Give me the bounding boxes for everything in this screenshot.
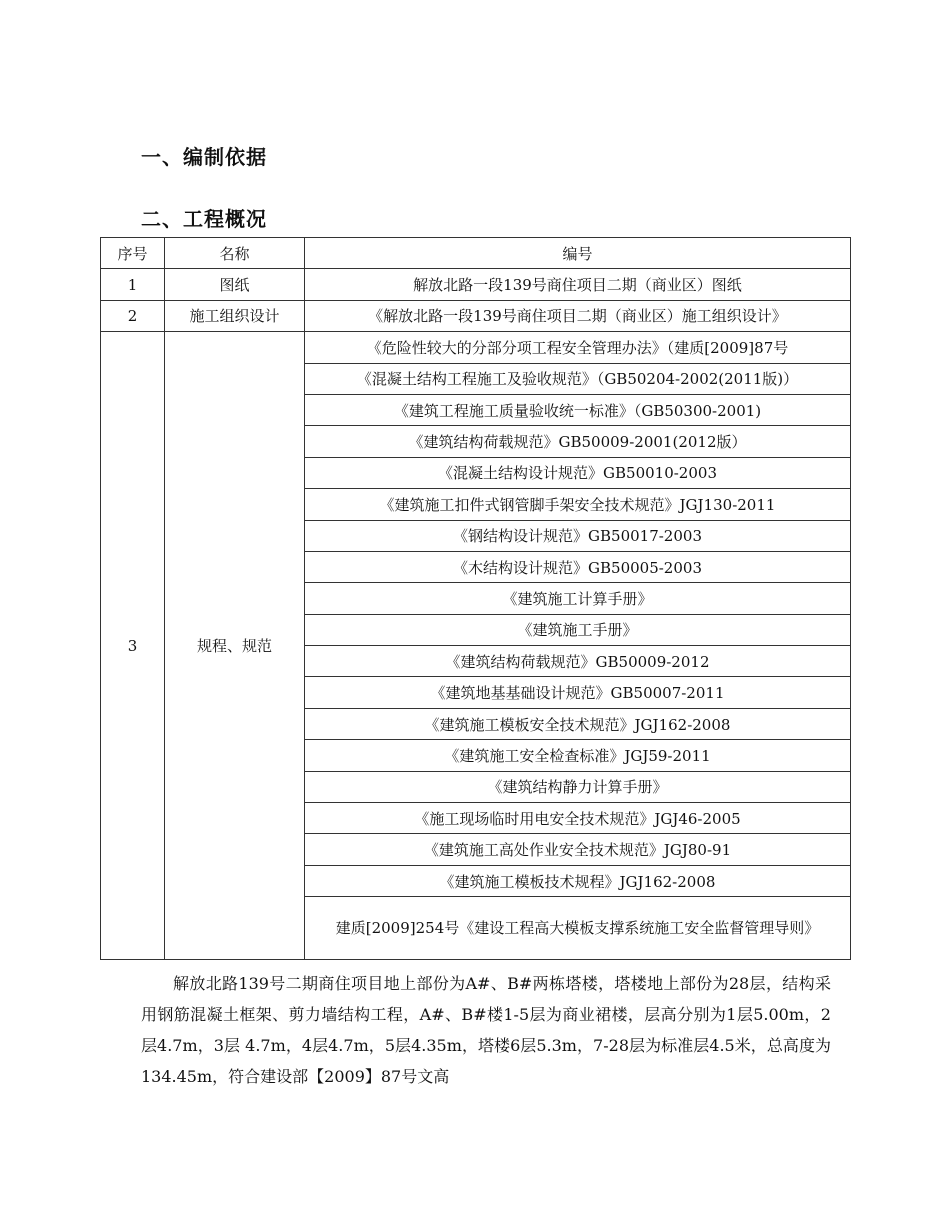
- cell-code: 《建筑施工扣件式钢管脚手架安全技术规范》JGJ130-2011: [305, 489, 851, 520]
- cell-code: 《木结构设计规范》GB50005-2003: [305, 551, 851, 582]
- cell-name: 图纸: [165, 269, 305, 300]
- cell-code: 《建筑施工模板技术规程》JGJ162-2008: [305, 865, 851, 896]
- overview-paragraph: 解放北路139号二期商住项目地上部份为A#、B#两栋塔楼，塔楼地上部份为28层，结构采用钢筋混凝土框架、剪力墙结构工程，A#、B#楼1-5层为商业裙楼，层高分别为1层5.00m，2层4.7m，3层 4.7m，4层4.7m，5层4.35m，塔楼6层5.3m，7-28层为标准层4.5米，总高度为134.45m，符合建设部【2009】87号文高: [141, 974, 831, 1086]
- cell-code: 《危险性较大的分部分项工程安全管理办法》（建质[2009]87号: [305, 332, 851, 363]
- cell-code: 解放北路一段139号商住项目二期（商业区）图纸: [305, 269, 851, 300]
- cell-code: 《建筑工程施工质量验收统一标准》（GB50300-2001): [305, 394, 851, 425]
- cell-code: 建质[2009]254号《建设工程高大模板支撑系统施工安全监督管理导则》: [305, 897, 851, 960]
- cell-name: 规程、规范: [165, 332, 305, 960]
- cell-code: 《解放北路一段139号商住项目二期（商业区）施工组织设计》: [305, 300, 851, 331]
- cell-no: 2: [101, 300, 165, 331]
- header-name: 名称: [165, 238, 305, 269]
- cell-no: 3: [101, 332, 165, 960]
- cell-code: 《建筑结构静力计算手册》: [305, 771, 851, 802]
- cell-code: 《建筑地基基础设计规范》GB50007-2011: [305, 677, 851, 708]
- cell-code: 《建筑结构荷载规范》GB50009-2012: [305, 646, 851, 677]
- cell-code: 《建筑施工手册》: [305, 614, 851, 645]
- header-no: 序号: [101, 238, 165, 269]
- section-heading-basis: 一、编制依据: [141, 145, 267, 169]
- table-header-row: [101, 238, 851, 269]
- cell-code: 《建筑结构荷载规范》GB50009-2001(2012版）: [305, 426, 851, 457]
- cell-name: 施工组织设计: [165, 300, 305, 331]
- cell-code: 《建筑施工安全检查标准》JGJ59-2011: [305, 740, 851, 771]
- cell-code: 《建筑施工计算手册》: [305, 583, 851, 614]
- section-heading-overview: 二、工程概况: [141, 207, 267, 231]
- cell-code: 《混凝土结构设计规范》GB50010-2003: [305, 457, 851, 488]
- cell-code: 《建筑施工模板安全技术规范》JGJ162-2008: [305, 708, 851, 739]
- table-body: [101, 269, 851, 960]
- basis-table: [100, 237, 851, 960]
- cell-code: 《施工现场临时用电安全技术规范》JGJ46-2005: [305, 803, 851, 834]
- cell-code: 《建筑施工高处作业安全技术规范》JGJ80-91: [305, 834, 851, 865]
- header-code: 编号: [305, 238, 851, 269]
- cell-code: 《钢结构设计规范》GB50017-2003: [305, 520, 851, 551]
- table-row: [101, 332, 851, 363]
- cell-no: 1: [101, 269, 165, 300]
- table-row: [101, 300, 851, 331]
- cell-code: 《混凝土结构工程施工及验收规范》（GB50204-2002(2011版)）: [305, 363, 851, 394]
- table-row: [101, 269, 851, 300]
